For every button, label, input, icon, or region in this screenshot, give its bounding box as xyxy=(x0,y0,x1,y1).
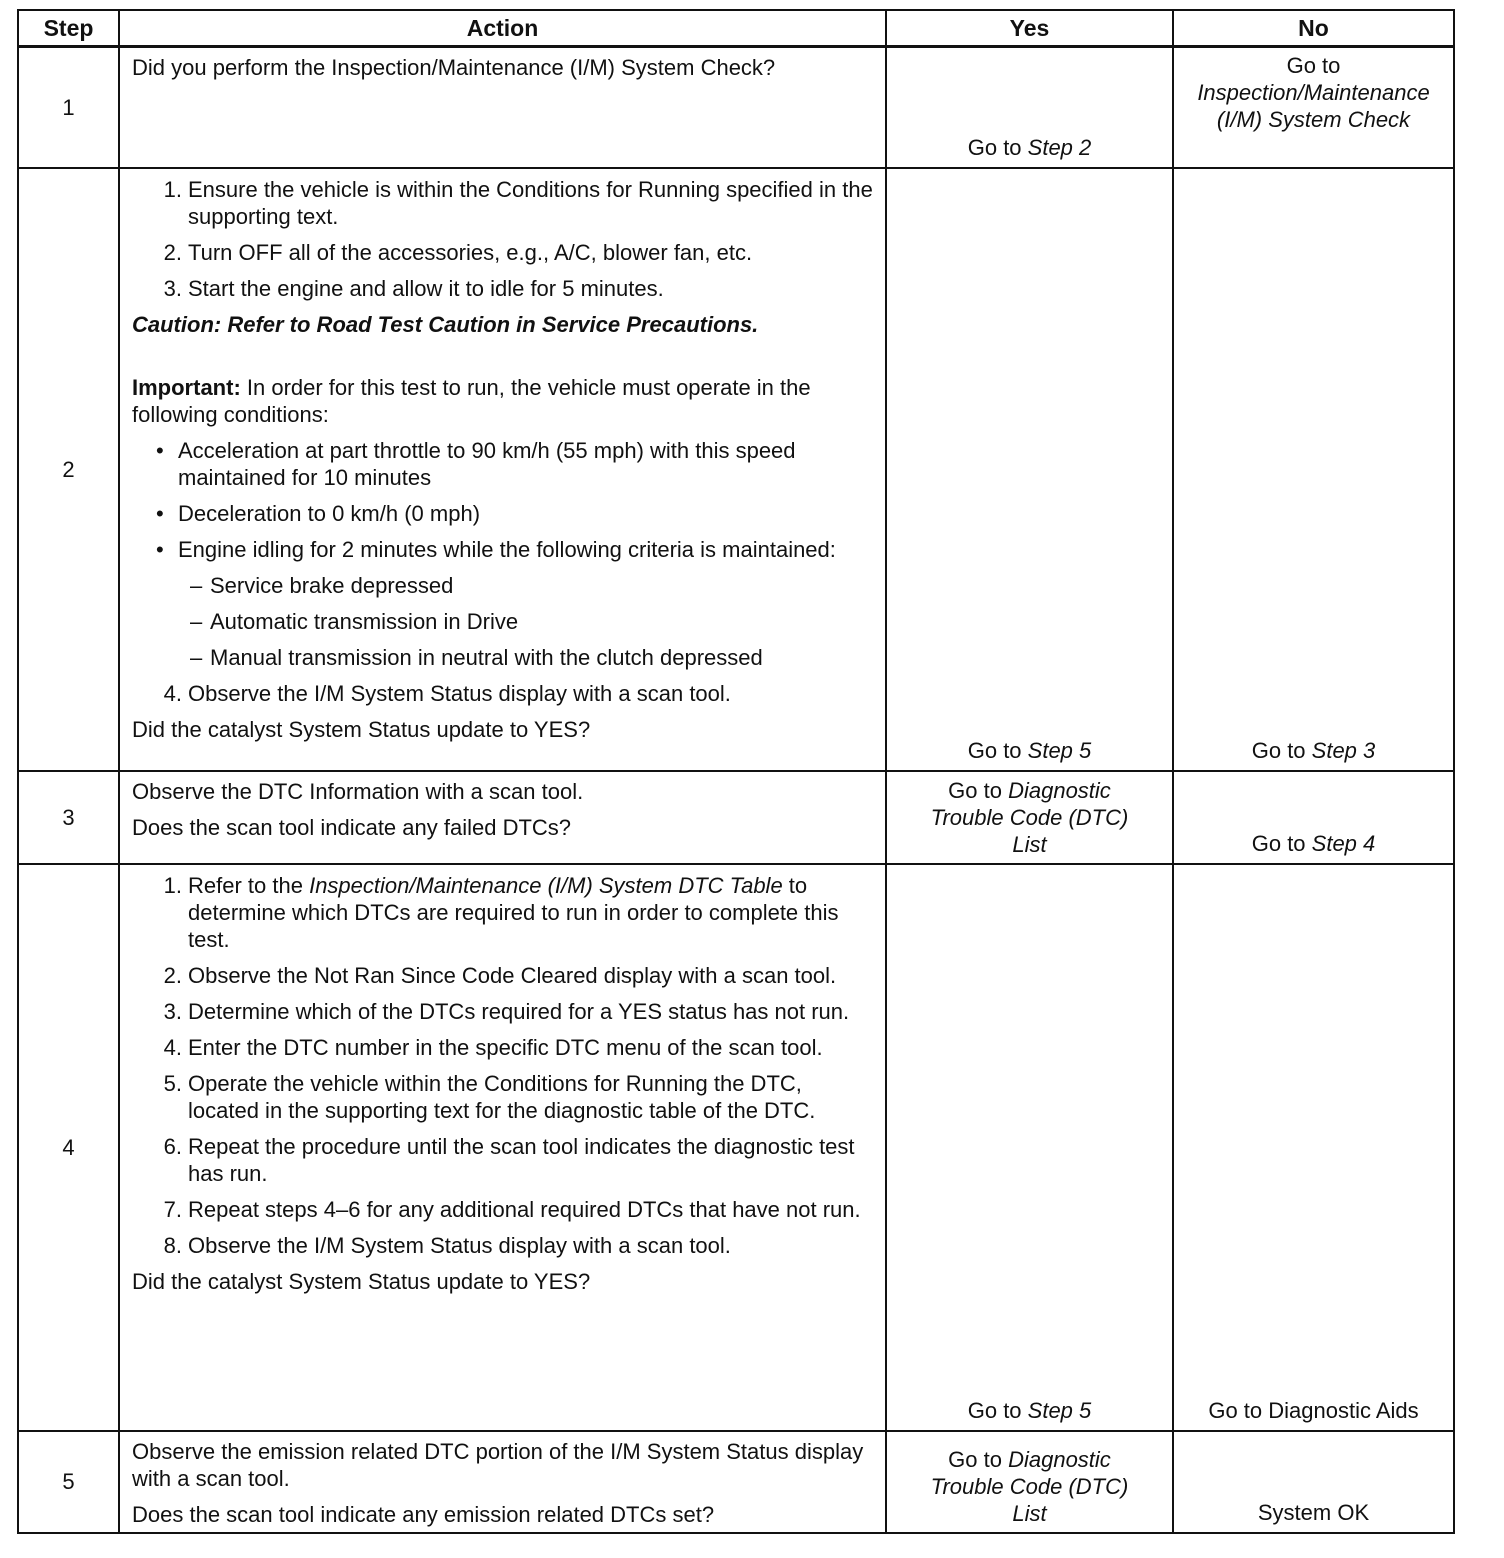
yes-link[interactable]: Diagnostic xyxy=(1008,1446,1111,1472)
no-prefix: Go to xyxy=(1286,53,1341,78)
action-text: Observe the emission related DTC portion of the I/M System Status display with a scan tool. xyxy=(132,1438,864,1491)
list-item: 7. Repeat steps 4–6 for any additional required DTCs that have not run. xyxy=(163,1196,861,1222)
list-item: 4. Observe the I/M System Status display with a scan tool. xyxy=(163,680,731,706)
list-item: – Automatic transmission in Drive xyxy=(190,608,519,634)
diagnostic-table xyxy=(17,9,1455,1534)
yes-cell: Go to Diagnostic Trouble Code (DTC) List xyxy=(886,1431,1173,1533)
yes-cell xyxy=(886,47,1173,168)
procedure-list xyxy=(132,680,875,707)
step-number: 4 xyxy=(18,864,119,1431)
header-row xyxy=(18,10,1454,47)
no-text: Go to Diagnostic Aids xyxy=(1208,1397,1419,1423)
no-link[interactable]: Step 4 xyxy=(1311,830,1376,856)
question-text: Did the catalyst System Status update to YES? xyxy=(132,716,591,742)
question-text: Does the scan tool indicate any failed DTCs? xyxy=(132,814,572,840)
yes-cell: Go to Step 5 xyxy=(886,168,1173,771)
list-item: 4. Enter the DTC number in the specific DTC menu of the scan tool. xyxy=(163,1034,823,1060)
table-row xyxy=(18,1431,1454,1533)
yes-link[interactable]: Step 5 xyxy=(1027,737,1092,763)
list-item: 2. Observe the Not Ran Since Code Cleared display with a scan tool. xyxy=(163,962,837,988)
yes-link[interactable]: Diagnostic xyxy=(1008,777,1111,803)
no-text: System OK xyxy=(1257,1499,1370,1525)
yes-link[interactable]: Step 5 xyxy=(1027,1397,1092,1423)
no-link[interactable]: Inspection/Maintenance (I/M) System Check xyxy=(1197,80,1430,132)
no-cell: Go to Step 4 xyxy=(1173,771,1454,864)
procedure-list xyxy=(132,872,875,1259)
yes-link[interactable]: Step 2 xyxy=(1027,134,1092,160)
step-number: 2 xyxy=(18,168,119,771)
question-text: Did the catalyst System Status update to YES? xyxy=(132,1268,591,1294)
no-cell xyxy=(1173,1431,1454,1533)
list-item: 3. Start the engine and allow it to idle for 5 minutes. xyxy=(163,275,664,301)
yes-cell: Go to Step 5 xyxy=(886,864,1173,1431)
step-number: 5 xyxy=(18,1431,119,1533)
list-item: 2. Turn OFF all of the accessories, e.g., A/C, blower fan, etc. xyxy=(163,239,753,265)
list-item: • Engine idling for 2 minutes while the following criteria is maintained: xyxy=(156,536,836,562)
table-row xyxy=(18,864,1454,1431)
list-item: 6. Repeat the procedure until the scan tool indicates the diagnostic test has run. xyxy=(163,1133,855,1186)
yes-prefix: Go to xyxy=(967,134,1028,160)
table-row xyxy=(18,47,1454,168)
question-text: Does the scan tool indicate any emission related DTCs set? xyxy=(132,1501,715,1527)
list-item: 1. Refer to the Inspection/Maintenance (I/M) System DTC Table to determine which DTCs are required to run in order to complete this test. xyxy=(163,872,839,952)
list-item: 1. Ensure the vehicle is within the Conditions for Running specified in the supporting text. xyxy=(163,176,873,229)
action-cell xyxy=(119,1431,886,1533)
header-yes: Yes xyxy=(886,10,1173,47)
list-item: – Manual transmission in neutral with the clutch depressed xyxy=(190,644,763,670)
list-item: 8. Observe the I/M System Status display with a scan tool. xyxy=(163,1232,731,1258)
list-item: 3. Determine which of the DTCs required for a YES status has not run. xyxy=(163,998,850,1024)
step-number: 1 xyxy=(18,47,119,168)
caution-note: Caution: Refer to Road Test Caution in Service Precautions. xyxy=(132,311,759,337)
action-cell xyxy=(119,864,886,1431)
list-item: 5. Operate the vehicle within the Conditions for Running the DTC, located in the supporting text for the diagnostic table of the DTC. xyxy=(163,1070,816,1123)
conditions-list xyxy=(132,437,875,563)
no-link[interactable]: Step 3 xyxy=(1311,737,1376,763)
criteria-list xyxy=(132,572,875,671)
step-number: 3 xyxy=(18,771,119,864)
no-cell xyxy=(1173,47,1454,168)
no-cell xyxy=(1173,864,1454,1431)
action-text: Observe the DTC Information with a scan tool. xyxy=(132,778,584,804)
action-text: Did you perform the Inspection/Maintenance (I/M) System Check? xyxy=(132,55,776,80)
list-item: – Service brake depressed xyxy=(190,572,454,598)
action-cell xyxy=(119,771,886,864)
no-cell: Go to Step 3 xyxy=(1173,168,1454,771)
important-note: Important: In order for this test to run, the vehicle must operate in the following conditions: xyxy=(132,374,811,427)
header-no: No xyxy=(1173,10,1454,47)
action-cell xyxy=(119,168,886,771)
dtc-table-link[interactable]: Inspection/Maintenance (I/M) System DTC Table xyxy=(309,872,783,898)
table-row xyxy=(18,168,1454,771)
yes-cell: Go to Diagnostic Trouble Code (DTC) List xyxy=(886,771,1173,864)
list-item: • Deceleration to 0 km/h (0 mph) xyxy=(156,500,481,526)
header-step: Step xyxy=(18,10,119,47)
table-row xyxy=(18,771,1454,864)
procedure-list xyxy=(132,176,875,302)
header-action: Action xyxy=(119,10,886,47)
action-cell xyxy=(119,47,886,168)
list-item: • Acceleration at part throttle to 90 km/h (55 mph) with this speed maintained for 10 minutes xyxy=(156,437,796,490)
